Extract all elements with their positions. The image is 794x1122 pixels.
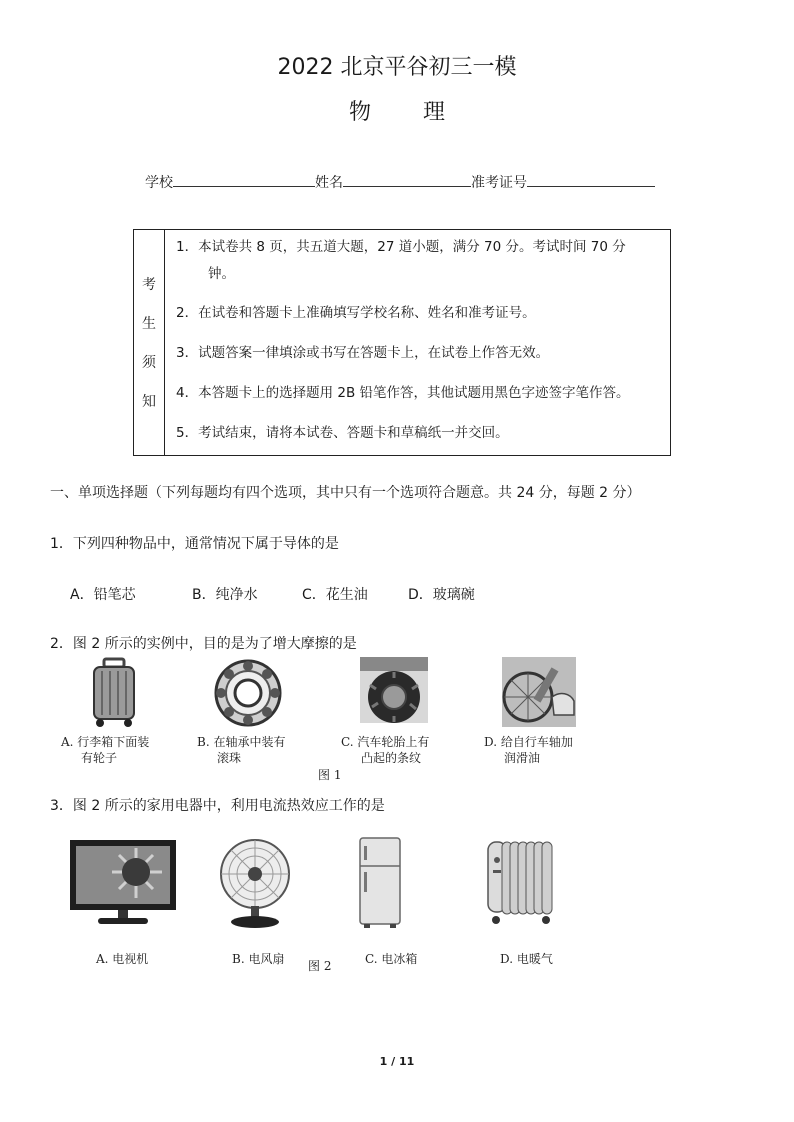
section-heading: 一、单项选择题（下列每题均有四个选项，其中只有一个选项符合题意。共 24 分，每题 2 分） (50, 485, 641, 501)
page-number: 1 / 11 (379, 1055, 415, 1068)
caption-line: 凸起的条纹 (361, 751, 422, 765)
question-2-stem: 2．图 2 所示的实例中，目的是为了增大摩擦的是 (50, 636, 357, 652)
q2-caption-c[interactable] (341, 734, 429, 766)
tv-icon (68, 836, 178, 930)
q2-caption-d[interactable] (484, 734, 573, 766)
notice-item: 1．本试卷共 8 页，共五道大题，27 道小题，满分 70 分。考试时间 70 分 (176, 239, 626, 255)
ticket-label: 准考证号 (471, 175, 527, 191)
figure-2-label: 图 2 (308, 959, 332, 973)
ticket-field[interactable] (527, 172, 655, 187)
caption-line: C. 汽车轮胎上有 (341, 735, 430, 749)
caption-line: 有轮子 (81, 751, 118, 765)
fridge-icon (354, 836, 406, 930)
name-field[interactable] (343, 172, 471, 187)
notice-side (134, 230, 165, 455)
suitcase-icon (82, 657, 146, 729)
caption-line: 润滑油 (504, 751, 541, 765)
notice-item: 5．考试结束，请将本试卷、答题卡和草稿纸一并交回。 (176, 425, 509, 441)
q2-caption-b[interactable] (197, 734, 285, 766)
exam-title: 2022 北京平谷初三一模 (277, 55, 517, 80)
notice-side-char: 知 (142, 394, 156, 410)
q2-caption-a[interactable] (61, 734, 149, 766)
q1-option-c[interactable]: C．花生油 (302, 587, 368, 603)
caption-line: 滚珠 (217, 751, 242, 765)
q3-caption-a[interactable]: A. 电视机 (96, 952, 149, 966)
notice-item: 3．试题答案一律填涂或书写在答题卡上，在试卷上作答无效。 (176, 345, 550, 361)
question-3-stem: 3．图 2 所示的家用电器中，利用电流热效应工作的是 (50, 798, 385, 814)
school-field[interactable] (173, 172, 315, 187)
notice-box (133, 229, 671, 456)
bearing-icon (212, 657, 284, 729)
school-label: 学校 (145, 175, 173, 191)
caption-line: D. 给自行车轴加 (484, 735, 573, 749)
notice-side-char: 生 (142, 316, 156, 332)
notice-side-char: 考 (142, 277, 156, 293)
q1-option-b[interactable]: B．纯净水 (192, 587, 258, 603)
q3-caption-c[interactable]: C. 电冰箱 (365, 952, 418, 966)
tire-icon (360, 657, 428, 723)
question-1-stem: 1．下列四种物品中，通常情况下属于导体的是 (50, 536, 339, 552)
q1-option-a[interactable]: A．铅笔芯 (70, 587, 136, 603)
figure-1-label: 图 1 (318, 768, 342, 782)
subject-title: 物理 (348, 100, 497, 125)
heater-icon (462, 836, 570, 930)
notice-item: 4．本答题卡上的选择题用 2B 铅笔作答，其他试题用黑色字迹签字笔作答。 (176, 385, 630, 401)
fan-icon (201, 836, 309, 930)
info-line (145, 172, 655, 192)
bicycle-oil-icon (502, 657, 576, 727)
notice-side-char: 须 (142, 355, 156, 371)
notice-item: 2．在试卷和答题卡上准确填写学校名称、姓名和准考证号。 (176, 305, 536, 321)
caption-line: A. 行李箱下面装 (61, 735, 150, 749)
q3-caption-d[interactable]: D. 电暖气 (500, 952, 553, 966)
notice-item-cont: 钟。 (208, 266, 235, 282)
q1-option-d[interactable]: D．玻璃碗 (408, 587, 475, 603)
name-label: 姓名 (315, 175, 343, 191)
caption-line: B. 在轴承中装有 (197, 735, 286, 749)
q3-caption-b[interactable]: B. 电风扇 (232, 952, 285, 966)
